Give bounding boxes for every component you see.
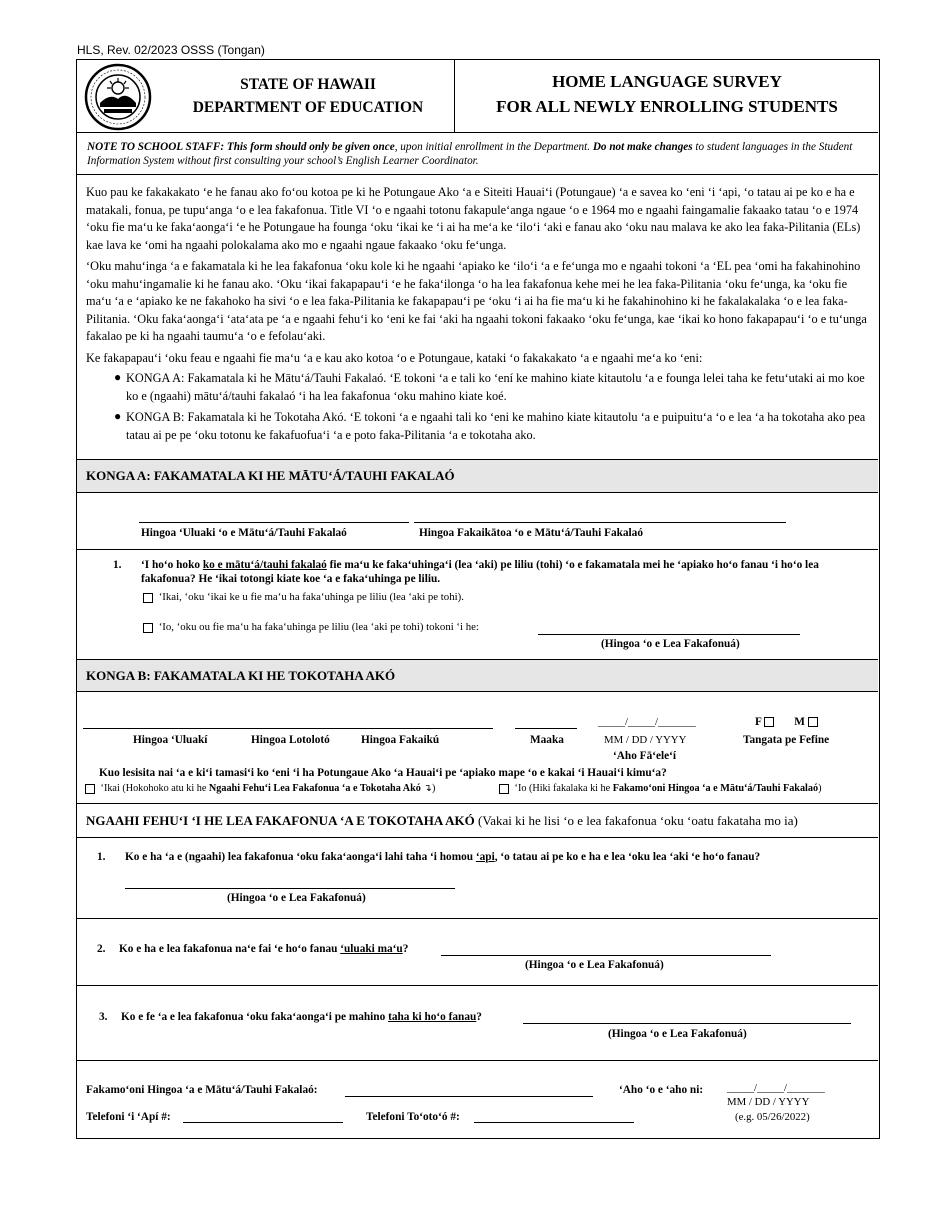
home-language-pre: Ko e ha ‘a e (ngaahi) lea fakafonua ‘oku faka‘aonga‘i lahi taha ‘i homou (125, 851, 476, 863)
interpreter-language-label: (Hingoa ‘o e Lea Fakafonuá) (601, 638, 740, 650)
prior-no-text: ‘Ikai (Hokohoko atu ki he (100, 783, 209, 794)
student-middle-name-label: Hingoa Lotolotó (251, 734, 330, 746)
grade-field[interactable] (515, 728, 577, 729)
home-phone-label: Telefoni ‘i ‘Apí #: (86, 1111, 171, 1123)
today-date-field[interactable]: _____/_____/_______ (727, 1082, 825, 1094)
no-interpreter-checkbox[interactable] (143, 593, 153, 603)
understood-language-question (77, 986, 878, 1061)
department-title: DEPARTMENT OF EDUCATION (192, 99, 424, 116)
prior-yes-bold: Fakamo‘oni Hingoa ‘a e Mātu‘á/Tauhi Fakalaó (612, 783, 819, 794)
home-language-question (77, 838, 878, 919)
signature-field[interactable] (345, 1096, 593, 1097)
home-language-number: 1. (97, 851, 106, 863)
today-date-label: ‘Aho ‘o e ‘aho ni: (619, 1084, 704, 1096)
understood-language-label: (Hingoa ‘o e Lea Fakafonuá) (608, 1028, 747, 1040)
mobile-phone-label: Telefoni To‘oto‘ó #: (366, 1111, 460, 1123)
sex-m-checkbox[interactable] (808, 717, 818, 727)
yes-interpreter-checkbox[interactable] (143, 623, 153, 633)
header-left (77, 60, 455, 132)
form-code: HLS, Rev. 02/2023 OSSS (Tongan) (77, 43, 265, 57)
student-info-row (77, 692, 878, 804)
today-date-format: MM / DD / YYYY (727, 1096, 810, 1108)
home-language-field[interactable] (125, 888, 455, 889)
parent-first-name-label: Hingoa ‘Uluaki ‘o e Mātu‘á/Tauhi Fakalaó (141, 527, 347, 539)
dob-label: ‘Aho Fā‘ele‘í (613, 750, 677, 762)
q1-text-underlined: ko e mātu‘á/tauhi fakalaó (202, 559, 327, 571)
section-b-header: KONGA B: FAKAMATALA KI HE TOKOTAHA AKÓ (77, 660, 878, 692)
note-text-2: to student languages in the Student Information System without first consulting your school’s English Learner Coordinator. (87, 141, 853, 167)
interpreter-question (77, 550, 878, 660)
grade-label: Maaka (530, 734, 564, 746)
intro-paragraph-1: Kuo pau ke fakakakato ‘e he fanau ako fo‘ou kotoa pe ki he Potungaue Ako ‘a e Siteiti Hauai‘i (Potungaue) ‘a e savea ko ‘eni ‘i ‘api, ‘o tatau ai pe ko e ha e matakali, fonua, pe tupu‘anga ‘o e lea fakafonua. Title VI ‘o e ngaahi totonu fakapule‘anga ngaue ‘o e 1964 mo e ngaahi faingamalie fakaako tatau ‘o e 1974 ‘oku fie ma‘u ke faka‘aonga‘i ‘e he Potungaue ha founga ‘oku ‘ikai ke ‘i ai ha me‘a ke ‘ilo‘i ‘aki e fanau ako ‘oku nau malava ke ako lea faka-Pilitania (ELs) kae lava ke ‘omi ha ngaahi polokalama ako mo e ngaahi ngaue fakaako ‘oku fe‘unga. (86, 185, 861, 252)
staff-note (77, 133, 878, 175)
dob-field[interactable]: _____/_____/_______ (598, 716, 696, 728)
understood-language-pre: Ko e fe ‘a e lea fakafonua ‘oku faka‘aonga‘i pe mahino (121, 1011, 389, 1023)
state-title: STATE OF HAWAII (240, 76, 376, 93)
home-language-post: , ‘o tatau ai pe ko e ha e lea ‘oku lea ‘aki ‘e ho‘o fanau? (494, 851, 761, 863)
home-language-label: (Hingoa ‘o e Lea Fakafonuá) (227, 892, 366, 904)
sex-label: Tangata pe Fefine (743, 734, 830, 746)
sex-m-label: M (794, 716, 805, 728)
survey-title: HOME LANGUAGE SURVEY (552, 72, 782, 91)
section-a-header: KONGA A: FAKAMATALA KI HE MĀTU‘Á/TAUHI FAKALAÓ (77, 460, 878, 493)
bullet-part-b: KONGA B: Fakamatala ki he Tokotaha Akó. ‘E tokoni ‘a e ngaahi tali ko ‘eni ke mahino kiate kitautolu ‘a e puipuitu‘a ‘o e lea ‘a ha tokotaha ako pea tatau ai pe pe ‘oku totonu ke fakafuofua‘i ‘a e poto faka-Pilitania ‘a e tokotaha ako. (126, 410, 866, 442)
prior-yes-end: ) (818, 783, 822, 794)
understood-language-number: 3. (99, 1011, 108, 1023)
survey-subtitle: FOR ALL NEWLY ENROLLING STUDENTS (496, 97, 838, 116)
home-phone-field[interactable] (183, 1122, 343, 1123)
first-language-underlined: ‘uluaki ma‘u (340, 943, 403, 955)
first-language-post: ? (402, 943, 409, 955)
first-language-label: (Hingoa ‘o e Lea Fakafonuá) (525, 959, 664, 971)
understood-language-post: ? (476, 1011, 482, 1023)
note-text-1: , upon initial enrollment in the Department. (394, 141, 593, 153)
form-frame (76, 59, 880, 1139)
section-c-header (77, 804, 878, 838)
yes-interpreter-label: ‘Io, ‘oku ou fie ma‘u ha faka‘uhinga pe liliu (lea ‘aki pe tohi) tokoni ‘i he: (158, 621, 479, 633)
first-language-number: 2. (97, 943, 106, 955)
bullet-part-a: KONGA A: Fakamatala ki he Mātu‘á/Tauhi Fakalaó. ‘E tokoni ‘a e tali ko ‘ení ke mahino kiate kitautolu ‘a e founga lelei taha ke fetu‘utaki ai mo koe ko e (ngaahi) mātu‘á/tauhi fakalaó ‘i ha lea fakafonua ‘oku mahino kiate koé. (126, 371, 865, 403)
student-first-name-label: Hingoa ‘Uluakí (133, 734, 208, 746)
note-bold-1: NOTE TO SCHOOL STAFF: This form should only be given once (87, 141, 395, 153)
intro-section: Kuo pau ke fakakakato ‘e he fanau ako fo‘ou kotoa pe ki he Potungaue Ako ‘a e Siteiti Hauai‘i (Potungaue) ‘a e savea ko ‘eni ‘i ‘api, ‘o tatau ai pe ko e ha e matakali, fonua, pe tupu‘anga ‘o e lea fakafonua. Title VI ‘o e ngaahi totonu fakapule‘anga ngaue ‘o e 1964 mo e ngaahi faingamalie fakaako tatau ‘o e 1974 ‘oku fie ma‘u ke faka‘aonga‘i ‘e he Potungaue ha founga ‘oku ‘ikai ke ‘i ai ha me‘a ke ‘ilo‘i ‘aki e fanau ako ‘oku nau malava ke ako lea faka-Pilitania (ELs) kae lava ke ‘omi ha ngaahi polokalama ako mo e ngaahi ngaue fakaako ‘oku fe‘unga. ‘Oku mahu‘inga ‘a e fakamatala ki he lea fakafonua ‘oku kole ki he ngaahi ‘apiako ke ‘ilo‘i ‘a e fe‘unga mo e ngaahi tokoni ‘a ‘EL pea ‘omi ha fakahinohino ‘oku mahu‘ingamalie ki he fanau ako. ‘Oku ‘ikai fakapapau‘i ‘e he faka‘ilonga ‘o ha lea fakafonua kehe mei he lea faka-Pilitania ‘oku fe‘unga, ka ‘oku fie ma‘u ‘a e ‘apiako ke ne fakahoko ha sivi ‘o e lea faka-Pilitania ke fakapapau‘i pe ‘oku ‘i ai ha fie ma‘u ki he fakahinohino ki he fakalakalaka ‘o e lea faka-Pilitania. ‘Oku faka‘aonga‘i ‘ata‘ata pe ‘a e ngaahi fehu‘i ko ‘eni ke fai ‘aki ha ngaahi tokoni fakaako ‘oku fe‘unga, kae ‘ikai ko hono fakapapau‘i ‘o e tu‘unga fakalao pe ki ha ngaahi taumu‘a ‘o e fefolau‘aki. Ke fakapapau‘i ‘oku feau e ngaahi fie ma‘u ‘a e kau ako kotoa ‘o e Potungaue, kataki ‘o fakakakato ‘a e ngaahi me‘a ko ‘eni: ● KONGA A: Fakamatala ki he Mātu‘á/Tauhi Fakalaó. ‘E tokoni ‘a e tali ko ‘ení ke mahino kiate kitautolu ‘a e founga lelei taha ke fetu‘utaki ai mo koe ko e (ngaahi) mātu‘á/tauhi fakalaó ‘i ha lea fakafonua ‘oku mahino kiate koé. ● KONGA B: Fakamatala ki he Tokotaha Akó. ‘E tokoni ‘a e ngaahi tali ko ‘eni ke mahino kiate kitautolu ‘a e puipuitu‘a ‘o e lea ‘a ha tokotaha ako pea tatau ai pe pe ‘oku totonu ke fakafuofua‘i ‘a e poto faka-Pilitania ‘a e tokotaha ako. (77, 175, 878, 460)
prior-no-bold: Ngaahi Fehu‘i Lea Fakafonua ‘a e Tokotaha Akó (208, 783, 421, 794)
signature-section (77, 1061, 878, 1137)
section-c-title: NGAAHI FEHU‘I ‘I HE LEA FAKAFONUA ‘A E TOKOTAHA AKÓ (86, 813, 475, 828)
prior-yes-checkbox[interactable] (499, 784, 509, 794)
home-language-underlined: ‘api (475, 851, 495, 863)
interpreter-language-field[interactable] (538, 634, 800, 635)
parent-last-name-label: Hingoa Fakaikātoa ‘o e Mātu‘á/Tauhi Fakalaó (419, 527, 643, 539)
mobile-phone-field[interactable] (474, 1122, 634, 1123)
q1-number: 1. (113, 559, 122, 571)
today-date-example: (e.g. 05/26/2022) (735, 1111, 810, 1123)
sex-f-label: F (755, 716, 762, 728)
sex-f-checkbox[interactable] (764, 717, 774, 727)
prior-enrollment-question: Kuo lesisita nai ‘a e ki‘i tamasi‘i ko ‘eni ‘i ha Potungaue Ako ‘a Hauai‘i pe ‘apiako mape ‘o e kakai ‘i Hauai‘i kimu‘a? (99, 767, 667, 779)
student-name-field[interactable] (83, 728, 493, 729)
parent-first-name-field[interactable] (139, 522, 409, 523)
prior-yes-text: ‘Io (Hiki fakalaka ki he (514, 783, 613, 794)
note-bold-2: Do not make changes (592, 141, 693, 153)
parent-last-name-field[interactable] (414, 522, 786, 523)
first-language-question (77, 919, 878, 986)
parent-name-row (77, 493, 878, 550)
intro-paragraph-2: ‘Oku mahu‘inga ‘a e fakamatala ki he lea fakafonua ‘oku kole ki he ngaahi ‘apiako ke ‘ilo‘i ‘a e fe‘unga mo e ngaahi tokoni ‘a ‘EL pea ‘omi ha fakahinohino ‘oku mahu‘ingamalie ki he fanau ako. ‘Oku ‘ikai fakapapau‘i ‘e he faka‘ilonga ‘o ha lea fakafonua kehe mei he lea faka-Pilitania ‘oku fe‘unga, ka ‘oku fie ma‘u ‘a e ‘apiako ke ne fakahoko ha sivi ‘o e lea faka-Pilitania ke fakapapau‘i pe ‘oku ‘i ai ha fie ma‘u ki he fakahinohino ki he fakalakalaka ‘o e lea faka-Pilitania. ‘Oku faka‘aonga‘i ‘ata‘ata pe ‘a e ngaahi fehu‘i ko ‘eni ke fai ‘aki ha ngaahi tokoni fakaako ‘oku fe‘unga, kae ‘ikai ko hono fakapapau‘i ‘o e tu‘unga fakalao pe ki ha ngaahi taumu‘a ‘o e fefolau‘aki. (86, 259, 867, 343)
q1-text-post: fie ma‘u ke faka‘uhinga‘i (lea ‘aki) pe liliu (tohi) ‘o e fakamatala mei he ‘apiako ho‘o fanau ‘i ho‘o lea fakafonua? He ‘ikai totongi kiate koe ‘a e faka‘uhinga pe liliu. (141, 559, 819, 585)
first-language-pre: Ko e ha e lea fakafonua na‘e fai ‘e ho‘o fanau (119, 943, 341, 955)
seal-icon (84, 63, 152, 131)
understood-language-underlined: taha ki ho‘o fanau (388, 1011, 477, 1023)
signature-label: Fakamo‘oni Hingoa ‘a e Mātu‘á/Tauhi Fakalaó: (86, 1084, 318, 1096)
dob-format: MM / DD / YYYY (604, 734, 687, 746)
section-c-note: (Vakai ki he lisi ‘o e lea fakafonua ‘oku ‘oatu fakataha mo ia) (474, 813, 798, 828)
understood-language-field[interactable] (523, 1023, 851, 1024)
intro-paragraph-3: Ke fakapapau‘i ‘oku feau e ngaahi fie ma‘u ‘a e kau ako kotoa ‘o e Potungaue, kataki ‘o fakakakato ‘a e ngaahi me‘a ko ‘eni: (86, 350, 703, 365)
prior-no-end: ↴) (420, 783, 436, 794)
student-last-name-label: Hingoa Fakaikú (361, 734, 440, 746)
prior-no-checkbox[interactable] (85, 784, 95, 794)
q1-text-pre: ‘I ho‘o hoko (141, 559, 203, 571)
no-interpreter-label: ‘Ikai, ‘oku ‘ikai ke u fie ma‘u ha faka‘uhinga pe liliu (lea ‘aki pe tohi). (158, 591, 464, 603)
header-row (77, 60, 878, 133)
first-language-field[interactable] (441, 955, 771, 956)
